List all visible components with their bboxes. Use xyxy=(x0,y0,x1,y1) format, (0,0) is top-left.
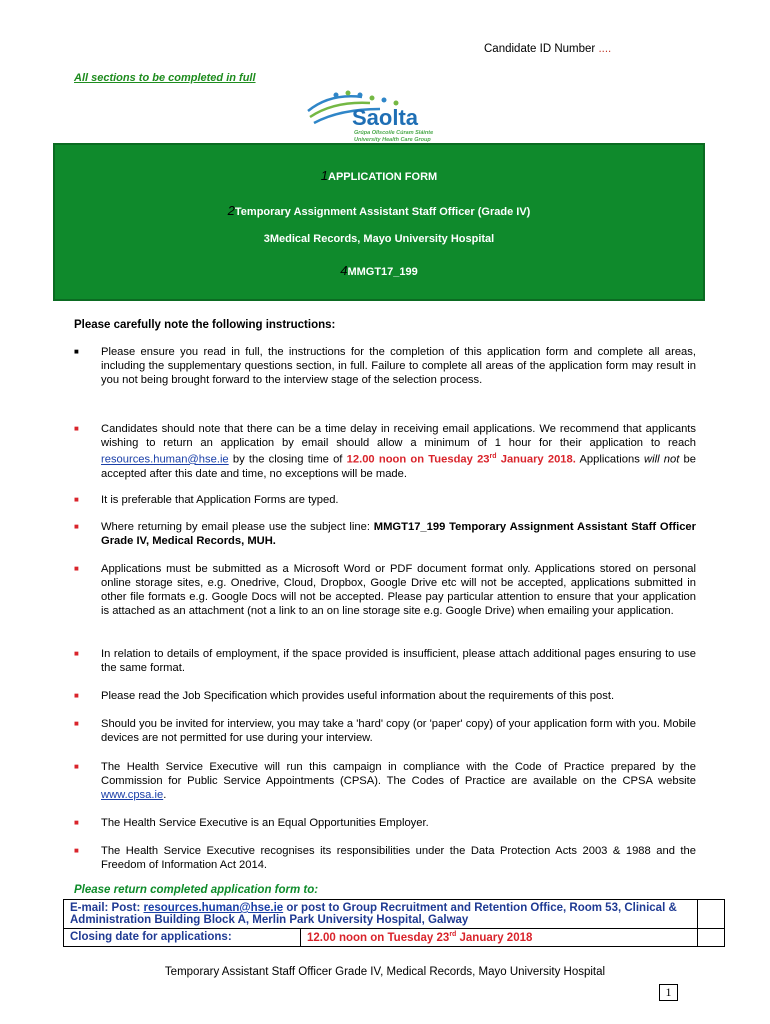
banner-num-1: 1 xyxy=(320,168,329,183)
bullet-square-icon: ■ xyxy=(74,719,79,728)
bullet-square-icon: ■ xyxy=(74,691,79,700)
return-email-link[interactable]: resources.human@hse.ie xyxy=(143,902,284,914)
page-number: 1 xyxy=(659,984,678,1001)
table-empty-cell xyxy=(698,900,725,929)
bullet-square-icon: ■ xyxy=(74,522,79,531)
list-item xyxy=(74,422,696,481)
list-item xyxy=(74,493,696,507)
closing-date: January 2018. xyxy=(496,453,576,466)
banner-location: Medical Records, Mayo University Hospital xyxy=(269,233,495,245)
bullet-square-icon: ■ xyxy=(74,424,79,433)
page-footer: Temporary Assistant Staff Officer Grade IV, Medical Records, Mayo University Hospital xyxy=(164,966,606,978)
closing-date-label: Closing date for applications: xyxy=(64,929,301,947)
bullet-square-icon: ■ xyxy=(74,564,79,573)
banner-position: Temporary Assignment Assistant Staff Officer (Grade IV) xyxy=(234,206,531,218)
instruction-text: Applications must be submitted as a Microsoft Word or PDF document format only. Applications stored on personal online storage sites, e.g. Onedrive, Cloud, Dropbox, Google Drive etc will not be accepted, applications submitted in other file formats e.g. Google Docs will not be accepted. Please pay particular attention to ensure that your application is attached as an attachment (not a link to an on line storage site e.g. Google Drive) when emailing your application. xyxy=(101,563,696,617)
list-item xyxy=(74,647,696,675)
banner-reference: MMGT17_199 xyxy=(347,266,418,278)
closing-time: 12.00 noon on Tuesday 23 xyxy=(346,453,490,466)
list-item xyxy=(74,816,696,830)
logo-sub-english: University Health Care Group xyxy=(354,137,431,143)
list-item xyxy=(74,520,696,548)
bullet-square-icon: ■ xyxy=(74,347,79,356)
contact-table xyxy=(63,899,725,947)
banner-title: APPLICATION FORM xyxy=(328,171,438,183)
email-link[interactable]: resources.human@hse.ie xyxy=(101,453,229,466)
logo-wordmark: Saolta xyxy=(352,105,419,130)
instruction-text: Candidates should note that there can be a time delay in receiving email applications. We recommend that applicants wishing to return an application by email should allow a minimum of 1 hour for their application to reach resources.human@hse.ie by the closing time of 12.00 noon on Tuesday 23rd January 2018. Applications will not be accepted after this date and time, no exceptions will be made. xyxy=(101,423,696,480)
instruction-text: It is preferable that Application Forms are typed. xyxy=(101,494,339,506)
email-label: E-mail: Post: xyxy=(70,902,144,914)
all-sections-note: All sections to be completed in full xyxy=(74,72,256,84)
list-item xyxy=(74,562,696,618)
saolta-logo xyxy=(300,87,460,143)
candidate-id-text: Candidate ID Number xyxy=(484,43,596,55)
subject-line: MMGT17_199 Temporary Assignment Assistant Staff Officer Grade IV, Medical Records, MUH. xyxy=(101,521,696,547)
candidate-id-dots: .... xyxy=(598,43,612,55)
banner-num-2: 2 xyxy=(227,203,235,218)
list-item xyxy=(74,844,696,872)
banner-line-4 xyxy=(55,263,703,278)
cpsa-link[interactable]: www.cpsa.ie xyxy=(101,789,164,801)
closing-date-value: 12.00 noon on Tuesday 23rd January 2018 xyxy=(301,929,698,947)
list-item xyxy=(74,760,696,802)
logo-sub-irish: Grúpa Ollscoile Cúram Sláinte xyxy=(354,130,434,136)
banner-num-4: 4 xyxy=(340,263,348,278)
banner-line-2 xyxy=(55,203,703,218)
bullet-square-icon: ■ xyxy=(74,649,79,658)
instruction-text: The Health Service Executive is an Equal Opportunities Employer. xyxy=(101,817,429,829)
banner-num-3: 3 xyxy=(263,233,270,245)
instruction-text: The Health Service Executive will run this campaign in compliance with the Code of Practice prepared by the Commission for Public Service Appointments (CPSA). The Codes of Practice are available on the CPSA website www.cpsa.ie. xyxy=(101,761,696,801)
post-address: or post to Group Recruitment and Retention Office, Room 53, Clinical & Administration Building Block A, Merlin Park University Hospital, Galway xyxy=(70,902,677,926)
list-item xyxy=(74,717,696,745)
bullet-square-icon: ■ xyxy=(74,762,79,771)
table-empty-cell xyxy=(698,929,725,947)
candidate-id-label xyxy=(484,43,611,55)
bullet-square-icon: ■ xyxy=(74,495,79,504)
instruction-text: Should you be invited for interview, you may take a 'hard' copy (or 'paper' copy) of your application form with you. Mobile devices are not permitted for use during your interview. xyxy=(101,718,696,744)
instruction-text: Please ensure you read in full, the instructions for the completion of this application form and complete all areas, including the supplementary questions section, in full. Failure to complete all areas of the application form may result in you not being brought forward to the interview stage of the selection process. xyxy=(101,346,696,386)
banner-line-3 xyxy=(55,233,703,245)
bullet-square-icon: ■ xyxy=(74,818,79,827)
banner-line-1 xyxy=(55,168,703,183)
bullet-square-icon: ■ xyxy=(74,846,79,855)
return-heading: Please return completed application form to: xyxy=(74,884,319,896)
instruction-text: The Health Service Executive recognises its responsibilities under the Data Protection Acts 2003 & 1988 and the Freedom of Information Act 2014. xyxy=(101,845,696,871)
list-item xyxy=(74,689,696,703)
instruction-text: Please read the Job Specification which provides useful information about the requirements of this post. xyxy=(101,690,615,702)
application-banner xyxy=(53,143,705,301)
list-item xyxy=(74,345,696,387)
instruction-text: In relation to details of employment, if the space provided is insufficient, please attach additional pages ensuring to use the same format. xyxy=(101,648,696,674)
instructions-heading: Please carefully note the following instructions: xyxy=(74,319,336,331)
return-address-cell xyxy=(64,900,698,929)
instruction-text: Where returning by email please use the subject line: MMGT17_199 Temporary Assignment Assistant Staff Officer Grade IV, Medical Records, MUH. xyxy=(101,521,696,547)
